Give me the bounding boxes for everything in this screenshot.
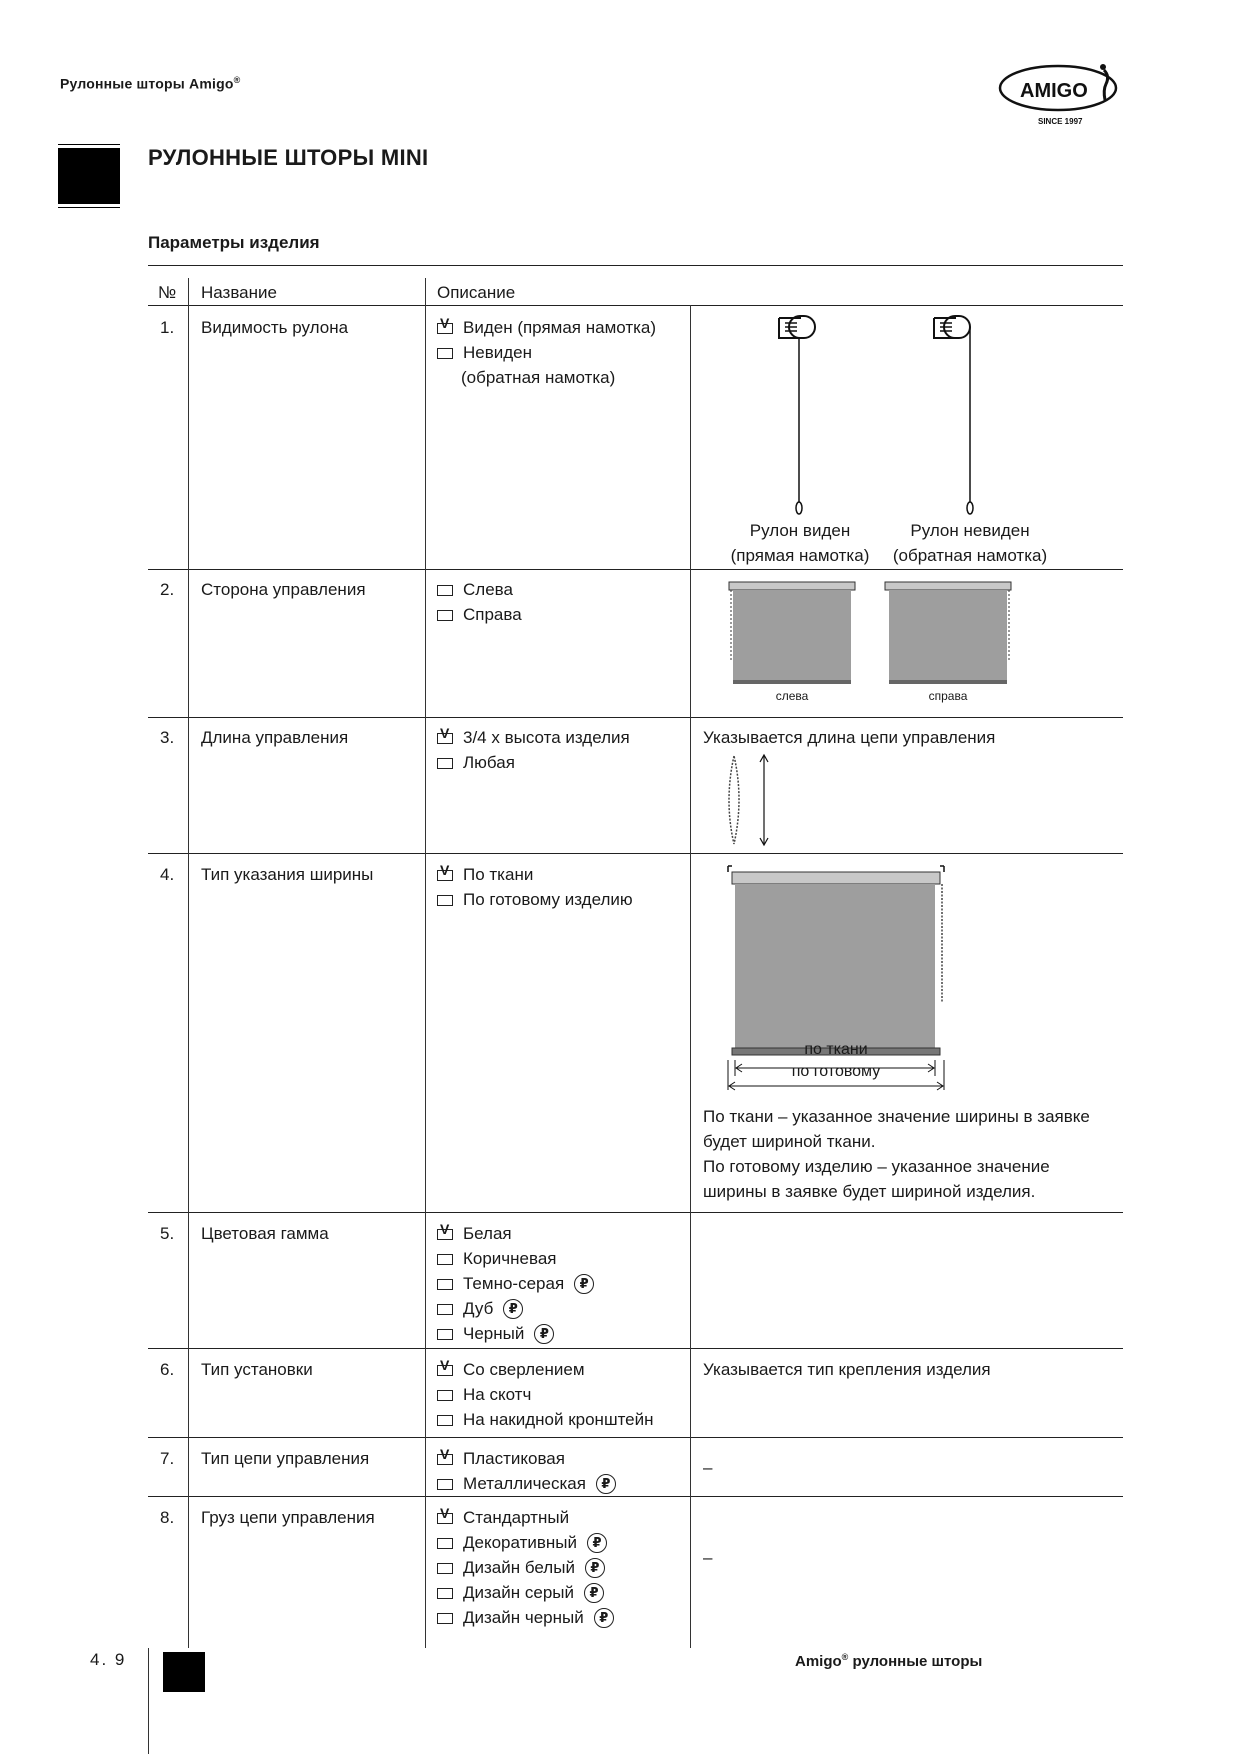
row-divider [148,569,1123,570]
checkbox-checked[interactable] [437,1229,453,1240]
ruble-surcharge-icon: ₽ [594,1608,614,1628]
row-description: Указывается длина цепи управления [703,728,996,747]
section-title: Параметры изделия [148,233,320,252]
running-header-text: Рулонные шторы Amigo [60,75,234,92]
checkbox-checked[interactable] [437,870,453,881]
row-divider [148,1437,1123,1438]
option-label: Виден (прямая намотка) [463,318,657,337]
page-number: 4. 9 [90,1650,127,1669]
option-note: (обратная намотка) [461,368,616,387]
row-name: Сторона управления [201,580,366,599]
footer-brand-name: Amigo [795,1653,842,1670]
row-name: Груз цепи управления [201,1508,375,1527]
caption-line: (прямая намотка) [730,546,870,565]
option-label: Коричневая [463,1249,557,1268]
option-label: Любая [463,753,515,772]
option-label: 3/4 х высота изделия [463,728,630,747]
option-item[interactable] [437,750,630,775]
checkbox-checked[interactable] [437,733,453,744]
logo-wordmark: AMIGO [1020,80,1088,102]
option-label: На накидной кронштейн [463,1410,654,1429]
row-name: Видимость рулона [201,318,349,337]
option-item[interactable] [437,725,630,750]
option-item[interactable] [437,1605,614,1630]
roll-visible-diagram [775,312,835,522]
option-label: Дизайн серый [463,1583,574,1602]
section-marker-block [58,148,120,204]
option-item[interactable] [437,1246,594,1271]
amigo-logo [1000,58,1130,130]
option-label: По готовому изделию [463,890,633,909]
footer-brand [795,1652,982,1670]
option-item[interactable] [437,1357,654,1382]
logo-since: SINCE 1997 [1038,117,1083,126]
option-item[interactable] [437,1530,614,1555]
row-divider [148,1348,1123,1349]
row-number: 4. [160,865,175,884]
col-header-name: Название [201,283,277,302]
row-options [437,577,522,627]
row-number: 8. [160,1508,175,1527]
col-header-desc: Описание [437,283,516,302]
option-item[interactable] [437,577,522,602]
checkbox-checked[interactable] [437,1513,453,1524]
option-label: Черный [463,1324,525,1343]
checkbox-unchecked[interactable] [437,758,453,769]
option-label: Стандартный [463,1508,570,1527]
row-number: 5. [160,1224,175,1243]
checkbox-unchecked[interactable] [437,1479,453,1490]
option-item[interactable] [437,1221,594,1246]
option-item[interactable] [437,1555,614,1580]
ruble-surcharge-icon: ₽ [534,1324,554,1344]
row-options [437,1446,616,1496]
ruble-surcharge-icon: ₽ [503,1299,523,1319]
checkbox-unchecked[interactable] [437,1588,453,1599]
option-label: Белая [463,1224,512,1243]
table-header-rule [148,305,1123,306]
table-top-rule [148,265,1123,266]
option-label: Справа [463,605,522,624]
description-line: По ткани – указанное значение ширины в заявке [703,1107,1090,1126]
description-line: будет шириной ткани. [703,1132,876,1151]
row-options [437,862,633,912]
checkbox-unchecked[interactable] [437,1563,453,1574]
option-item[interactable] [437,1407,654,1432]
caption-line: Рулон виден [749,521,851,540]
dim-label-fabric: по ткани [804,1041,868,1058]
row-number: 6. [160,1360,175,1379]
option-item[interactable] [437,887,633,912]
option-label: Дизайн черный [463,1608,584,1627]
col-divider-num [188,278,189,1648]
page-title: РУЛОННЫЕ ШТОРЫ MINI [148,145,429,170]
ruble-surcharge-icon: ₽ [574,1274,594,1294]
roll-hidden-diagram [930,312,990,522]
description-line: По готовому изделию – указанное значение [703,1157,1050,1176]
footer-marker-block [163,1652,205,1692]
option-label: Дуб [463,1299,494,1318]
checkbox-unchecked[interactable] [437,895,453,906]
caption-line: (обратная намотка) [892,546,1048,565]
checkbox-checked[interactable] [437,1454,453,1465]
row-number: 7. [160,1449,175,1468]
caption-left: слева [775,689,809,703]
row-description [703,1104,1123,1204]
option-item[interactable] [437,315,656,340]
checkbox-unchecked[interactable] [437,1304,453,1315]
checkbox-unchecked[interactable] [437,348,453,359]
col-divider-name [425,278,426,1648]
row-description: Указывается тип крепления изделия [703,1360,991,1379]
row-description: – [703,1458,713,1477]
col-header-num: № [158,283,177,302]
option-item[interactable] [437,340,656,365]
option-item[interactable] [437,1471,616,1496]
caption-right: справа [928,689,968,703]
footer-reg-mark: ® [841,1652,849,1662]
option-label: Декоративный [463,1533,578,1552]
caption-roll-hidden [880,518,1060,568]
checkbox-unchecked[interactable] [437,585,453,596]
row-number: 3. [160,728,175,747]
option-item[interactable] [437,1580,614,1605]
footer-brand-suffix: рулонные шторы [852,1653,983,1670]
checkbox-unchecked[interactable] [437,1538,453,1549]
option-label: Металлическая [463,1474,586,1493]
blind-left-control-diagram [727,580,857,695]
ruble-surcharge-icon: ₽ [584,1583,604,1603]
row-name: Цветовая гамма [201,1224,329,1243]
option-item[interactable] [437,1446,616,1471]
row-options [437,315,656,390]
dim-label-finished: по готовому [791,1063,881,1080]
chain-length-diagram [724,752,774,853]
row-name: Тип цепи управления [201,1449,370,1468]
row-options [437,1221,594,1346]
checkbox-unchecked[interactable] [437,1415,453,1426]
checkbox-unchecked[interactable] [437,610,453,621]
option-item[interactable] [437,1321,594,1346]
reg-mark: ® [233,75,241,85]
option-item[interactable] [437,1296,594,1321]
option-label: Пластиковая [463,1449,565,1468]
section-marker-line-top [58,144,120,145]
ruble-surcharge-icon: ₽ [596,1474,616,1494]
row-name: Длина управления [201,728,349,747]
col-divider-desc [690,305,691,1648]
option-item[interactable] [437,1271,594,1296]
row-options [437,1357,654,1432]
row-options [437,1505,614,1630]
option-label: Со сверлением [463,1360,585,1379]
blind-right-control-diagram [883,580,1013,695]
ruble-surcharge-icon: ₽ [585,1558,605,1578]
row-divider [148,1212,1123,1213]
checkbox-checked[interactable] [437,323,453,334]
row-options [437,725,630,775]
checkbox-checked[interactable] [437,1365,453,1376]
ruble-surcharge-icon: ₽ [587,1533,607,1553]
footer-margin-rule [148,1648,149,1754]
row-name: Тип указания ширины [201,865,374,884]
row-description: – [703,1548,713,1567]
option-item[interactable] [437,1505,614,1530]
checkbox-unchecked[interactable] [437,1613,453,1624]
row-divider [148,717,1123,718]
option-label: Невиден [463,343,533,362]
checkbox-unchecked[interactable] [437,1279,453,1290]
row-divider [148,1496,1123,1497]
option-label: Темно-серая [463,1274,565,1293]
caption-roll-visible [710,518,890,568]
option-label: Дизайн белый [463,1558,575,1577]
row-number: 2. [160,580,175,599]
row-number: 1. [160,318,175,337]
option-label: На скотч [463,1385,532,1404]
checkbox-unchecked[interactable] [437,1329,453,1340]
caption-line: Рулон невиден [910,521,1030,540]
checkbox-unchecked[interactable] [437,1254,453,1265]
row-name: Тип установки [201,1360,313,1379]
option-item[interactable] [437,1382,654,1407]
option-item[interactable] [437,602,522,627]
row-divider [148,853,1123,854]
running-header [60,75,240,92]
option-label: Слева [463,580,513,599]
option-label: По ткани [463,865,534,884]
option-item[interactable] [437,862,633,887]
section-marker-line-bottom [58,207,120,208]
checkbox-unchecked[interactable] [437,1390,453,1401]
description-line: ширины в заявке будет шириной изделия. [703,1182,1036,1201]
